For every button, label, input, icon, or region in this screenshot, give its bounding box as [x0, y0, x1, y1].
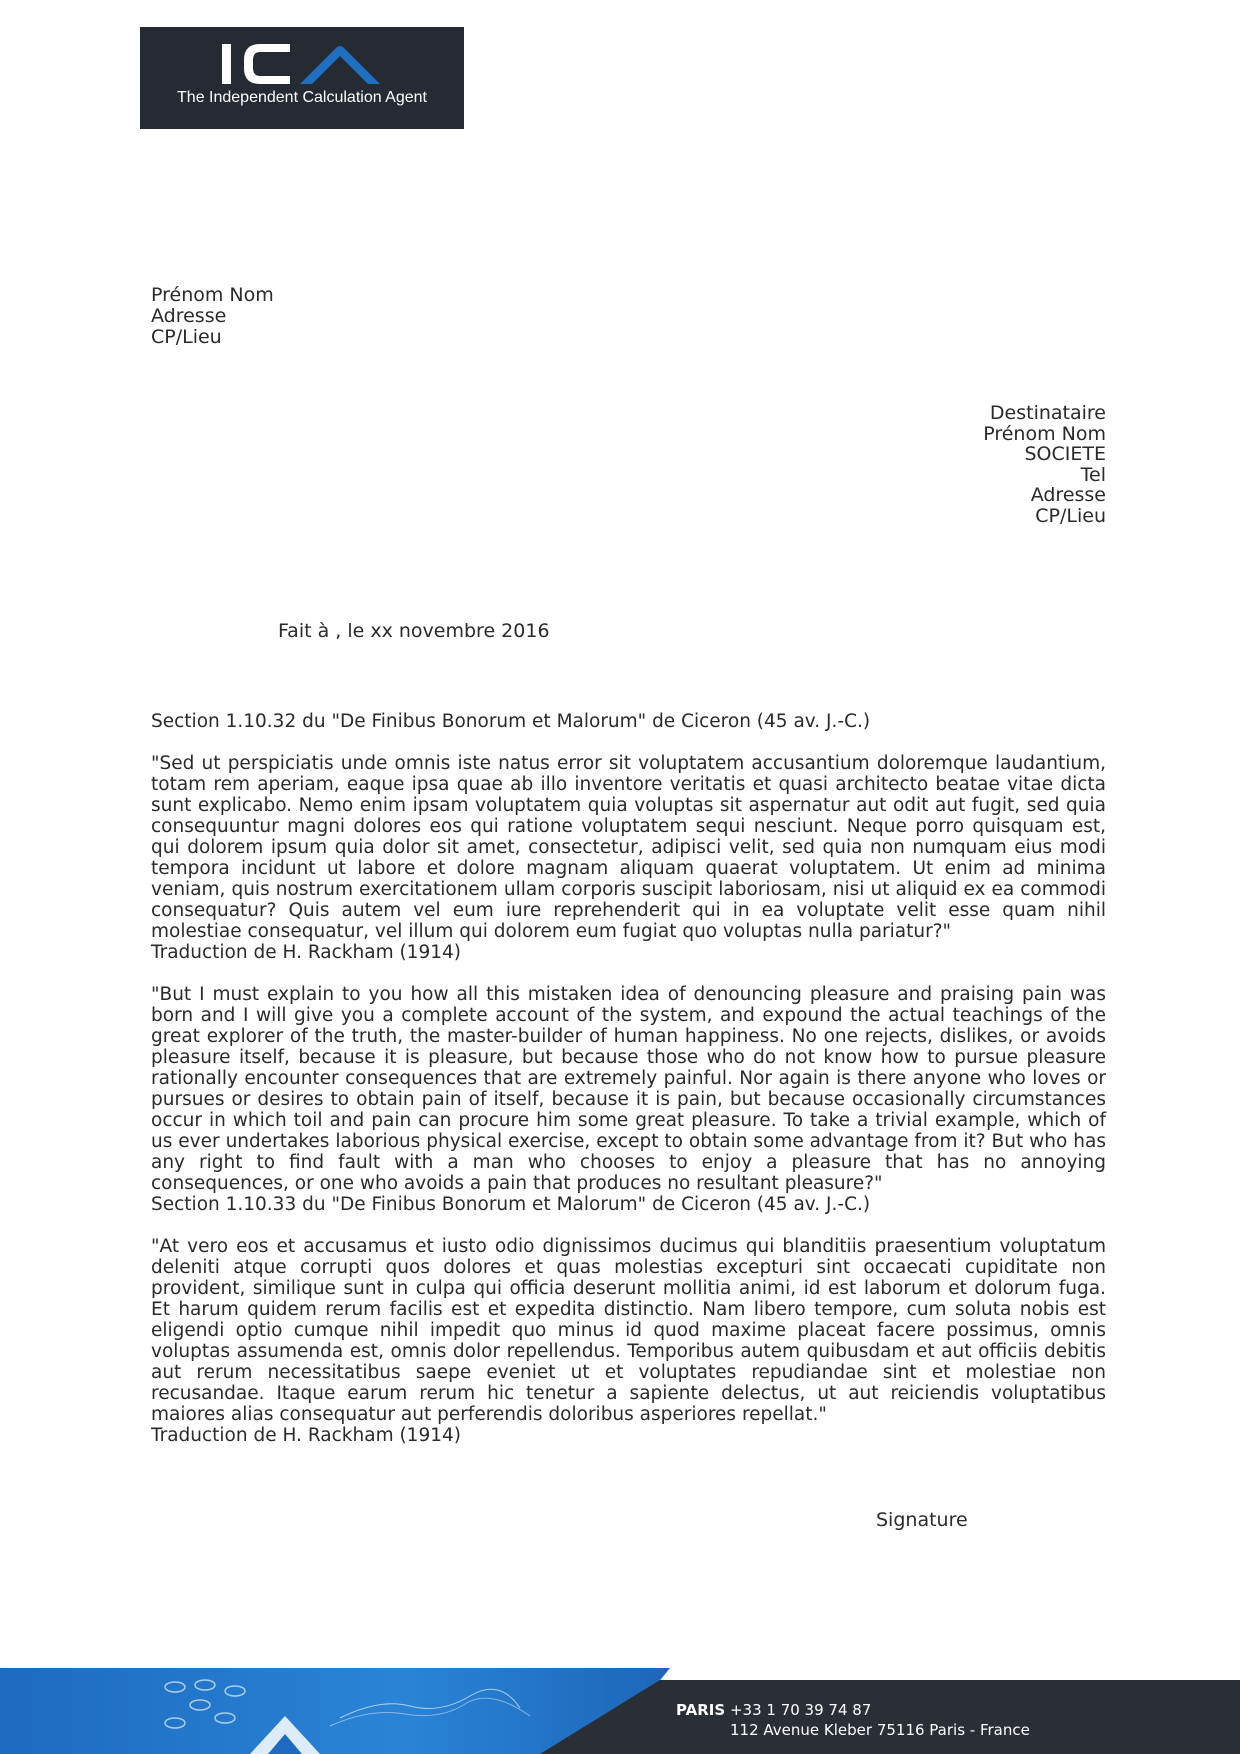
footer-band — [0, 1668, 1240, 1754]
company-logo — [140, 27, 464, 129]
quote-paragraph: "Sed ut perspiciatis unde omnis iste natus error sit voluptatem accusantium doloremque laudantium, totam rem aperiam, eaque ipsa quae ab illo inventore veritatis et quasi architecto beatae vitae dicta sunt explicabo. Nemo enim ipsam voluptatem quia voluptas sit aspernatur aut odit aut fugit, sed quia consequuntur magni dolores eos qui ratione voluptatem sequi nesciunt. Neque porro quisquam est, qui dolorem ipsum quia dolor sit amet, consectetur, adipisci velit, sed quia non numquam eius modi tempora incidunt ut labore et dolore magnam aliquam quaerat voluptatem. Ut enim ad minima veniam, quis nostrum exercitationem ullam corporis suscipit laboriosam, nisi ut aliquid ex ea commodi consequatur? Quis autem vel eum iure reprehenderit qui in ea voluptate velit esse quam nihil molestiae consequatur, vel illum qui dolorem eum fugiat quo voluptas nulla pariatur?" — [151, 753, 1106, 942]
recipient-address-block — [983, 403, 1106, 526]
translation-credit: Traduction de H. Rackham (1914) — [151, 1425, 461, 1446]
recipient-city: CP/Lieu — [1035, 504, 1106, 527]
section-heading: Section 1.10.32 du "De Finibus Bonorum et Malorum" de Ciceron (45 av. J.-C.) — [151, 711, 871, 732]
recipient-name: Prénom Nom — [983, 422, 1106, 445]
quote-paragraph: "But I must explain to you how all this mistaken idea of denouncing pleasure and praising pain was born and I will give you a complete account of the system, and expound the actual teachings of the great explorer of the truth, the master-builder of human happiness. No one rejects, dislikes, or avoids pleasure itself, because it is pleasure, but because those who do not know how to pursue pleasure rationally encounter consequences that are extremely painful. Nor again is there anyone who loves or pursues or desires to obtain pain of itself, because it is pain, but because occasionally circumstances occur in which toil and pain can procure him some great pleasure. To take a trivial example, which of us ever undertakes laborious physical exercise, except to obtain some advantage from it? But who has any right to find fault with a man who chooses to enjoy a pleasure that has no annoying consequences, or one who avoids a pain that produces no resultant pleasure?" — [151, 984, 1106, 1194]
footer-graphic — [0, 1668, 1240, 1754]
recipient-address: Adresse — [1030, 484, 1106, 506]
translation-credit: Traduction de H. Rackham (1914) — [151, 942, 461, 963]
recipient-label: Destinataire — [989, 402, 1106, 424]
quote-paragraph: "At vero eos et accusamus et iusto odio dignissimos ducimus qui blanditiis praesentium voluptatum deleniti atque corrupti quos dolores et quas molestias excepturi sint occaecati cupiditate non provident, similique sunt in culpa qui officia deserunt mollitia animi, id est laborum et dolorum fuga. Et harum quidem rerum facilis est et expedita distinctio. Nam libero tempore, cum soluta nobis est eligendi optio cumque nihil impedit quo minus id quod maxime placeat facere possimus, omnis voluptas assumenda est, omnis dolor repellendus. Temporibus autem quibusdam et aut officiis debitis aut rerum necessitatibus saepe eveniet ut et voluptates repudiandae sint et molestiae non recusandae. Itaque earum rerum hic tenetur a sapiente delectus, ut aut reiciendis voluptatibus maiores alias consequatur aut perferendis doloribus asperiores repellat." — [151, 1236, 1106, 1425]
sender-name: Prénom Nom — [151, 284, 274, 306]
footer-city: PARIS — [676, 1701, 726, 1719]
footer-contact — [676, 1700, 1030, 1740]
section-heading: Section 1.10.33 du "De Finibus Bonorum et Malorum" de Ciceron (45 av. J.-C.) — [151, 1194, 871, 1215]
sender-address-block — [151, 285, 274, 348]
footer-address: 112 Avenue Kleber 75116 Paris - France — [730, 1721, 1030, 1739]
recipient-phone: Tel — [1080, 463, 1106, 486]
footer-phone: +33 1 70 39 74 87 — [729, 1701, 872, 1719]
sender-city: CP/Lieu — [151, 326, 222, 348]
recipient-company: SOCIETE — [1024, 443, 1106, 465]
signature-label: Signature — [876, 1509, 968, 1531]
logo-tagline: The Independent Calculation Agent — [177, 89, 427, 106]
ica-logo-mark — [214, 40, 390, 90]
sender-address: Adresse — [151, 305, 227, 327]
letter-body — [151, 711, 1106, 1446]
date-line: Fait à , le xx novembre 2016 — [278, 620, 550, 642]
